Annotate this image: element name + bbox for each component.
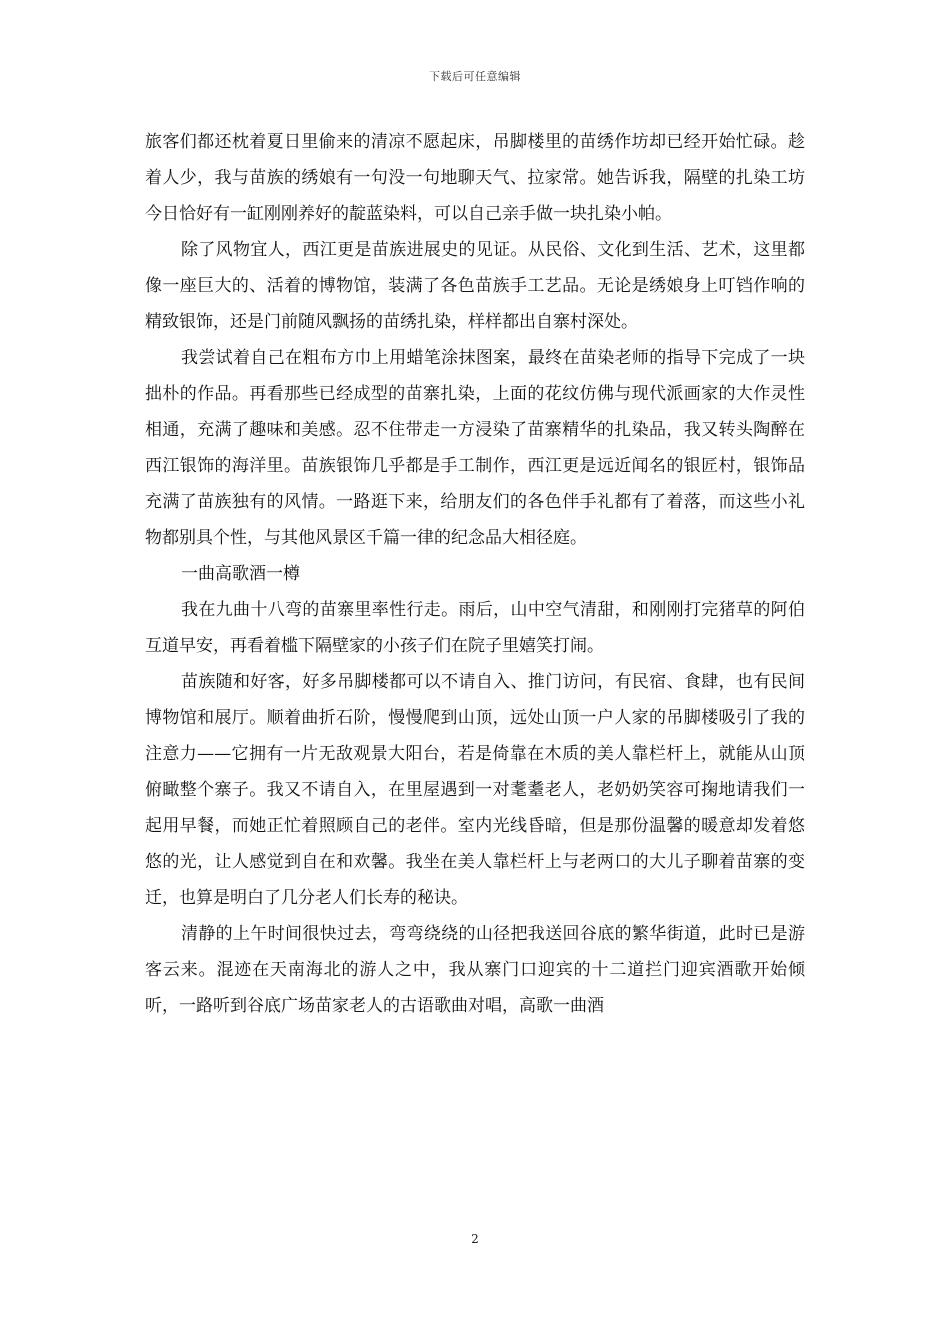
paragraph: 我尝试着自己在粗布方巾上用蜡笔涂抹图案，最终在苗染老师的指导下完成了一块拙朴的作品。再看那些已经成型的苗寨扎染，上面的花纹仿佛与现代派画家的大作灵性相通，充满了趣味和美感。忍不住带走一方浸染了苗寨精华的扎染品，我又转头陶醉在西江银饰的海洋里。苗族银饰几乎都是手工制作，西江更是远近闻名的银匠村，银饰品充满了苗族独有的风情。一路逛下来，给朋友们的各色伴手礼都有了着落，而这些小礼物都别具个性，与其他风景区千篇一律的纪念品大相径庭。	[145, 348, 805, 548]
document-body	[145, 124, 805, 1024]
page-number: 2	[471, 1232, 479, 1246]
paragraph: 清静的上午时间很快过去，弯弯绕绕的山径把我送回谷底的繁华街道，此时已是游客云来。混迹在天南海北的游人之中，我从寨门口迎宾的十二道拦门迎宾酒歌开始倾听，一路听到谷底广场苗家老人的古语歌曲对唱，高歌一曲酒	[145, 924, 805, 1016]
paragraph: 我在九曲十八弯的苗寨里率性行走。雨后，山中空气清甜，和刚刚打完猪草的阿伯互道早安，再看着槛下隔壁家的小孩子们在院子里嬉笑打闹。	[145, 600, 805, 656]
paragraph: 除了风物宜人，西江更是苗族进展史的见证。从民俗、文化到生活、艺术，这里都像一座巨大的、活着的博物馆，装满了各色苗族手工艺品。无论是绣娘身上叮铛作响的精致银饰，还是门前随风飘扬的苗绣扎染，样样都出自寨村深处。	[145, 240, 805, 332]
paragraph-continuation: 旅客们都还枕着夏日里偷来的清凉不愿起床，吊脚楼里的苗绣作坊却已经开始忙碌。趁着人少，我与苗族的绣娘有一句没一句地聊天气、拉家常。她告诉我，隔壁的扎染工坊今日恰好有一缸刚刚养好的靛蓝染料，可以自己亲手做一块扎染小帕。	[145, 132, 805, 224]
paragraph: 苗族随和好客，好多吊脚楼都可以不请自入、推门访问，有民宿、食肆，也有民间博物馆和展厅。顺着曲折石阶，慢慢爬到山顶，远处山顶一户人家的吊脚楼吸引了我的注意力——它拥有一片无敌观景大阳台，若是倚靠在木质的美人靠栏杆上，就能从山顶俯瞰整个寨子。我又不请自入，在里屋遇到一对耄耋老人，老奶奶笑容可掬地请我们一起用早餐，而她正忙着照顾自己的老伴。室内光线昏暗，但是那份温馨的暖意却发着悠悠的光，让人感觉到自在和欢馨。我坐在美人靠栏杆上与老两口的大儿子聊着苗寨的变迁，也算是明白了几分老人们长寿的秘诀。	[145, 672, 805, 908]
section-heading: 一曲高歌酒一樽	[181, 564, 300, 584]
page-header: 下载后可任意编辑	[429, 70, 521, 83]
